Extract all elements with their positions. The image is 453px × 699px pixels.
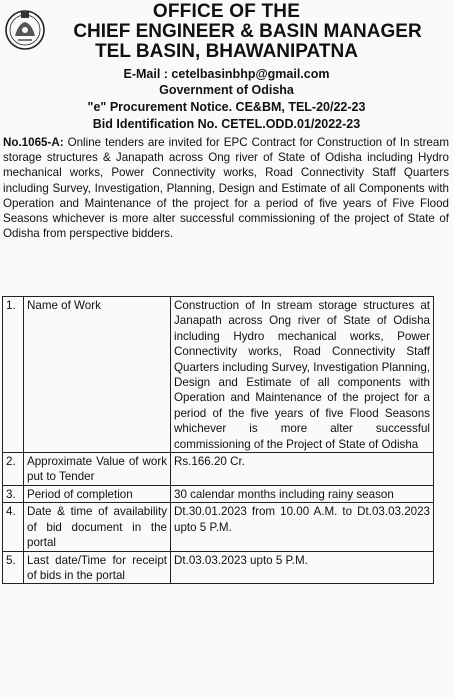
table-row: [3, 453, 434, 486]
notice-intro-paragraph: [3, 135, 449, 241]
row-label: Last date/Time for receipt of bids in the portal: [24, 551, 171, 584]
notice-header: [0, 0, 453, 131]
table-row: [3, 297, 434, 453]
row-label: Date & time of availability of bid document in the portal: [24, 503, 171, 551]
row-value: 30 calendar months including rainy season: [171, 485, 434, 502]
table-row: [3, 485, 434, 502]
government-name: Government of Odisha: [159, 83, 294, 97]
notice-intro-text: Online tenders are invited for EPC Contract for Construction of In stream storage structures & Janapath across Ong river of State of Odisha including Hydro mechanical works, Power Connectivity works, Road Connectivity Staff Quarters including Survey, Investigation, Planning, Design and Estimate of all Components with Operation and Maintenance of the project for a period of five years of Five Flood Seasons whichever is more alter successful commissioning of the project of State of Odisha from perspective bidders.: [3, 136, 449, 241]
bid-identification-number: Bid Identification No. CETEL.ODD.01/2022-23: [92, 117, 361, 131]
row-label: Period of completion: [24, 485, 171, 502]
office-title: OFFICE OF THE: [152, 1, 301, 22]
row-number: 5.: [3, 551, 24, 584]
table-row: [3, 551, 434, 584]
row-value: Rs.166.20 Cr.: [171, 453, 434, 486]
row-value: Dt.03.03.2023 upto 5 P.M.: [171, 551, 434, 584]
row-value: Construction of In stream storage structures at Janapath across Ong river of State of Odisha including Hydro mechanical works, Power Connectivity works, Road Connectivity Staff Quarters including Survey, Investigation Planning, Design and Estimate of all components with Operation and Maintenance of the project for a period of the five years of five Flood Seasons whichever is more alter successful commissioning of the Project of State of Odisha: [171, 297, 434, 453]
office-location: TEL BASIN, BHAWANIPATNA: [95, 41, 358, 62]
tender-details-table: [2, 296, 434, 584]
row-number: 4.: [3, 503, 24, 551]
row-value: Dt.30.01.2023 from 10.00 A.M. to Dt.03.03.2023 upto 5 P.M.: [171, 503, 434, 551]
row-number: 2.: [3, 453, 24, 486]
table-row: [3, 503, 434, 551]
notice-reference: No.1065-A:: [3, 136, 64, 149]
row-label: Name of Work: [24, 297, 171, 453]
row-number: 1.: [3, 297, 24, 453]
office-designation: CHIEF ENGINEER & BASIN MANAGER: [73, 21, 422, 42]
row-number: 3.: [3, 485, 24, 502]
office-email: E-Mail : cetelbasinbhp@gmail.com: [123, 67, 330, 81]
row-label: Approximate Value of work put to Tender: [24, 453, 171, 486]
procurement-notice-number: "e" Procurement Notice. CE&BM, TEL-20/22-23: [87, 100, 366, 114]
